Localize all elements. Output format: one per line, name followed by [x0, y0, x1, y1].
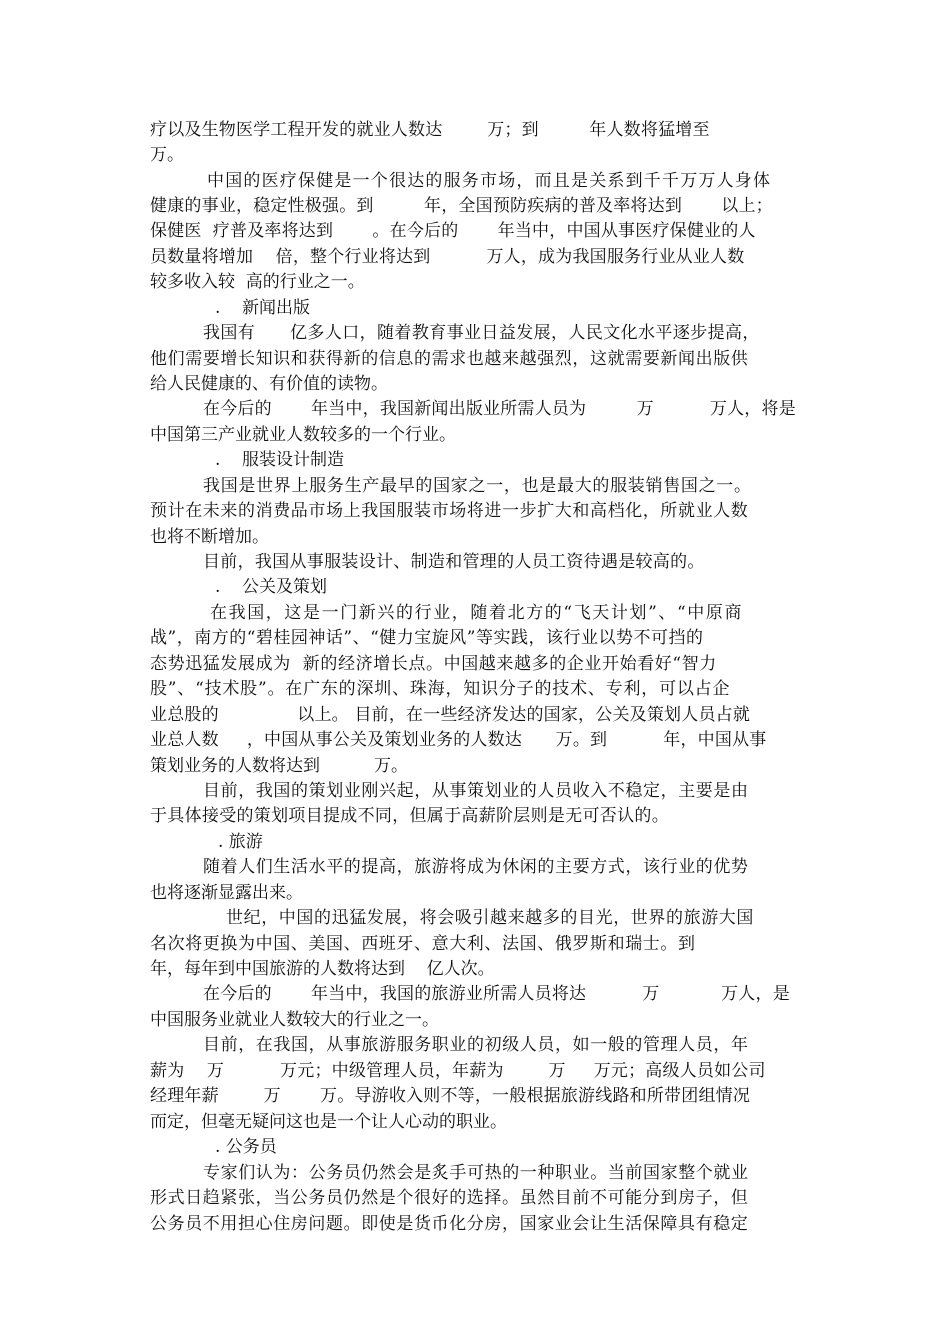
paragraph-line: 公务员不用担心住房问题。即使是货币化分房，国家业会让生活保障具有稳定: [150, 1214, 749, 1234]
paragraph-line: 薪为 万 万元；中级管理人员，年薪为 万 万元；高级人员如公司: [150, 1061, 766, 1081]
paragraph-line: 他们需要增长知识和获得新的信息的需求也越来越强烈，这就需要新闻出版供: [150, 349, 749, 369]
paragraph-line: 世纪，中国的迅猛发展，将会吸引越来越多的目光，世界的旅游大国: [226, 908, 754, 928]
paragraph-line: 在今后的 年当中，我国的旅游业所需人员将达 万 万人，是: [203, 984, 790, 1004]
paragraph-line: 我国有 亿多人口，随着教育事业日益发展，人民文化水平逐步提高，: [203, 323, 760, 343]
paragraph-line: 目前，在我国，从事旅游服务职业的初级人员，如一般的管理人员，年: [203, 1035, 749, 1055]
paragraph-line: 而定，但毫无疑问这也是一个让人心动的职业。: [150, 1112, 507, 1132]
paragraph-line: 在我国，这是一门新兴的行业，随着北方的“飞天计划”、“中原商: [210, 603, 744, 623]
section-heading-news-publishing: . 新闻出版: [215, 298, 311, 318]
section-heading-civil-servant: . 公务员: [215, 1137, 277, 1157]
paragraph-line: 预计在未来的消费品市场上我国服装市场将进一步扩大和高档化，所就业人数: [150, 501, 749, 521]
paragraph-line: 也将逐渐显露出来。: [150, 883, 303, 903]
paragraph-line: 业总股的 以上。 目前，在一些经济发达的国家，公关及策划人员占就: [150, 705, 751, 725]
paragraph-line: 形式日趋紧张，当公务员仍然是个很好的选择。虽然目前不可能分到房子，但: [150, 1188, 749, 1208]
paragraph-line: 名次将更换为中国、美国、西班牙、意大利、法国、俄罗斯和瑞士。到: [150, 934, 696, 954]
section-heading-tourism: . 旅游: [218, 832, 263, 852]
paragraph-line: 在今后的 年当中，我国新闻出版业所需人员为 万 万人，将是: [203, 399, 796, 419]
paragraph-line: 目前，我国从事服装设计、制造和管理的人员工资待遇是较高的。: [203, 552, 705, 572]
paragraph-line: 健康的事业，稳定性极强。到 年，全国预防疾病的普及率将达到 以上；: [150, 196, 773, 216]
paragraph-line: 策划业务的人数将达到 万。: [150, 756, 409, 776]
paragraph-line: 员数量将增加 倍，整个行业将达到 万人，成为我国服务行业从业人数: [150, 247, 745, 267]
paragraph-line: 目前，我国的策划业刚兴起，从事策划业的人员收入不稳定，主要是由: [203, 781, 749, 801]
paragraph-line: 股”、“技术股”。在广东的深圳、珠海，知识分子的技术、专利，可以占企: [150, 679, 731, 699]
paragraph-line: 专家们认为：公务员仍然会是炙手可热的一种职业。当前国家整个就业: [203, 1163, 749, 1183]
paragraph-line: 随着人们生活水平的提高，旅游将成为休闲的主要方式，该行业的优势: [203, 857, 749, 877]
paragraph-line: 保健医 疗普及率将达到 。在今后的 年当中，中国从事医疗保健业的人: [150, 221, 756, 241]
paragraph-line: 态势迅猛发展成为 新的经济增长点。中国越来越多的企业开始看好“智力: [150, 654, 717, 674]
paragraph-line: 给人民健康的、有价值的读物。: [150, 374, 388, 394]
paragraph-line: 战”，南方的“碧桂园神话”、“健力宝旋风”等实践，该行业以势不可挡的: [150, 628, 704, 648]
paragraph-line: 疗以及生物医学工程开发的就业人数达 万；到 年人数将猛增至: [150, 120, 710, 140]
paragraph-line: 较多收入较 高的行业之一。: [150, 272, 365, 292]
paragraph-line: 经理年薪 万 万。导游收入则不等，一般根据旅游线路和所带团组情况: [150, 1086, 751, 1106]
paragraph-line: 我国是世界上服务生产最早的国家之一，也是最大的服装销售国之一。: [203, 476, 752, 496]
paragraph-line: 中国服务业就业人数较大的行业之一。: [150, 1010, 439, 1030]
paragraph-line: 于具体接受的策划项目提成不同，但属于高薪阶层则是无可否认的。: [150, 806, 669, 826]
paragraph-line: 年，每年到中国旅游的人数将达到 亿人次。: [150, 959, 495, 979]
paragraph-line: 万。: [150, 145, 184, 165]
paragraph-line: 业总人数 ，中国从事公关及策划业务的人数达 万。到 年，中国从事: [150, 730, 767, 750]
paragraph-line: 中国的医疗保健是一个很达的服务市场，而且是关系到千千万万人身体: [207, 171, 772, 191]
section-heading-pr-planning: . 公关及策划: [215, 577, 328, 597]
paragraph-line: 中国第三产业就业人数较多的一个行业。: [150, 425, 456, 445]
paragraph-line: 也将不断增加。: [150, 527, 269, 547]
section-heading-fashion-design: . 服装设计制造: [215, 450, 345, 470]
